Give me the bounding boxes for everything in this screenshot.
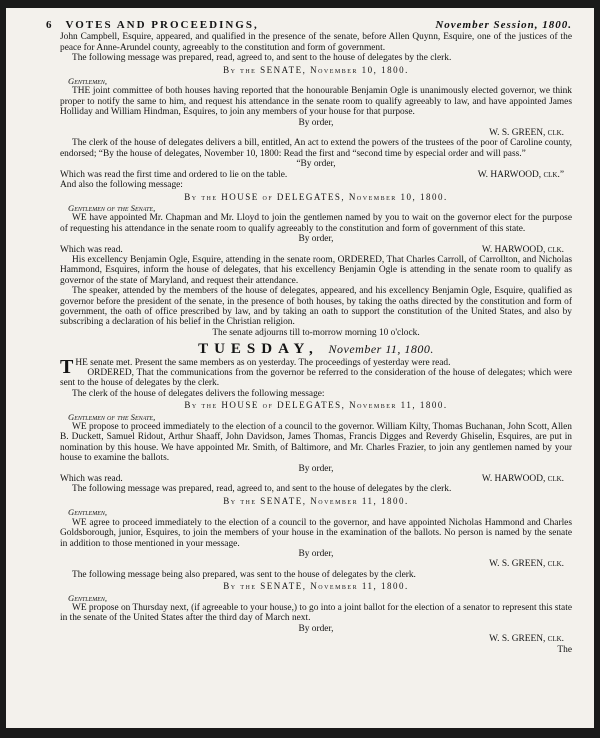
paragraph: [60, 255, 572, 286]
by-order-line: [60, 624, 572, 634]
paragraph-text: The following message was prepared, read, agreed to, and sent to the house of delegates by the clerk.: [72, 484, 452, 495]
paragraph: [60, 389, 572, 399]
message-heading: [60, 192, 572, 202]
centered-note: [60, 328, 572, 338]
paragraph-text: The speaker, attended by the members of the house of delegates, appeared, and his excellency Benjamin Ogle, Esquire, qualified as governor before the president of the senate, in the presence of both houses, by taking the oaths directed by the constitution and form of government, the oath of office prescribed by law, and by taking an oath to support the constitution of the United States, and also by subscribing a declaration of his belief in the Christian religion.: [60, 286, 572, 328]
paragraph-text: By the SENATE, November 11, 1800.: [223, 581, 409, 592]
message-heading: [60, 65, 572, 75]
text-with-signature: [60, 170, 572, 180]
message-heading: [60, 496, 572, 506]
paragraph-text: By order,: [298, 548, 334, 559]
text-with-signature: [60, 474, 572, 484]
paragraph: [60, 286, 572, 328]
paragraph-text: Gentlemen of the Senate,: [68, 411, 156, 422]
paragraph: [60, 180, 572, 190]
paragraph: [60, 355, 572, 378]
by-order-line: [60, 118, 572, 128]
paragraph-text: John Campbell, Esquire, appeared, and qualified in the presence of the senate, before Allen Quynn, Esquire, one of the justices of the peace for Anne-Arundel county, agreeably to the constitution and form of government.: [60, 32, 572, 53]
paragraph-text: By the HOUSE of DELEGATES, November 10, 1800.: [184, 191, 448, 202]
by-order-line: [60, 234, 572, 244]
page-content: [46, 19, 572, 655]
paragraph: [60, 518, 572, 549]
paragraph-text: The following message was prepared, read, agreed to, and sent to the house of delegates by the clerk.: [72, 53, 452, 64]
paragraph-text: The clerk of the house of delegates delivers a bill, entitled, An act to extend the powers of the trustees of the poor of Caroline county, endorsed; “By the house of delegates, November 10, 1800: Read the first and “second time by especial order and will pass.”: [60, 138, 572, 159]
by-order-line: [60, 159, 572, 169]
paragraph-text: And also the following message:: [60, 180, 183, 191]
paragraph-text: Gentlemen,: [68, 592, 108, 603]
running-title: VOTES AND PROCEEDINGS,: [65, 19, 259, 31]
by-order-line: [60, 549, 572, 559]
paragraph-text: By order,: [298, 117, 334, 128]
paragraph: [60, 138, 572, 159]
paragraph: [60, 86, 572, 117]
paragraph-text: The: [557, 644, 572, 655]
salutation: [68, 203, 572, 213]
scan-border-top: [0, 0, 600, 8]
day-date: November 11, 1800.: [328, 342, 434, 357]
paragraph: [60, 213, 572, 234]
paragraph-text: THE joint committee of both houses having reported that the honourable Benjamin Ogle is unanimously elected governor, we think proper to notify the same to him, and request his attendance in the senate room to qualify agreeably to law, and have appointed James Holliday and William Hindman, Esquires, to join any members of your house for that purpose.: [60, 86, 572, 118]
paragraph-text: By order,: [298, 234, 334, 245]
day-name: TUESDAY,: [198, 341, 319, 358]
drop-cap: T: [60, 355, 74, 378]
clerk-signature: [60, 128, 572, 138]
salutation: [68, 507, 572, 517]
message-heading: [60, 581, 572, 591]
paragraph-text: W. S. GREEN, clk.: [489, 634, 564, 645]
scan-border-right: [594, 0, 600, 738]
paragraph-text: Gentlemen,: [68, 507, 108, 518]
salutation: [68, 593, 572, 603]
paragraph-text: By the SENATE, November 11, 1800.: [223, 495, 409, 506]
paragraph: [60, 53, 572, 63]
by-order-line: [60, 464, 572, 474]
clerk-signature: W. HARWOOD, clk.: [481, 244, 564, 255]
paragraph-text: Gentlemen of the Senate,: [68, 202, 156, 213]
message-heading: [60, 400, 572, 410]
document-body: [60, 32, 572, 655]
paragraph-text: W. S. GREEN, clk.: [489, 128, 564, 139]
paragraph: [60, 603, 572, 624]
paragraph-text: W. S. GREEN, clk.: [489, 559, 564, 570]
clerk-signature: W. HARWOOD, clk.: [481, 474, 564, 485]
running-session: November Session, 1800.: [435, 19, 572, 31]
inline-text: Which was read the first time and ordered to lie on the table.: [60, 169, 288, 180]
scan-border-left: [0, 0, 6, 738]
clerk-signature: [60, 634, 572, 644]
inline-text: Which was read.: [60, 474, 123, 485]
paragraph-text: WE agree to proceed immediately to the election of a council to the governor, and have appointed Nicholas Hammond and Charles Goldsborough, junior, Esquires, to join the members of your house in the examination of the ballots. No person is named by the senate in addition to those mentioned in your message.: [60, 517, 572, 549]
catchword: [60, 645, 572, 655]
salutation: [68, 412, 572, 422]
text-with-signature: [60, 245, 572, 255]
clerk-signature: W. HARWOOD, clk.”: [477, 169, 564, 180]
running-header: [46, 20, 572, 30]
paragraph-text: “By order,: [296, 159, 336, 170]
paragraph-text: ORDERED, That the communications from the governor be referred to the consideration of the house of delegates; which were sent to the house of delegates by the clerk.: [60, 368, 572, 389]
paragraph: [60, 570, 572, 580]
paragraph-text: By order,: [298, 463, 334, 474]
paragraph-text: Gentlemen,: [68, 76, 108, 87]
paragraph-text: WE have appointed Mr. Chapman and Mr. Lloyd to join the gentlemen named by you to wait on the governor elect for the purpose of requesting his attendance in the senate room to qualify agreeably to the constitution and form of government of this state.: [60, 213, 572, 234]
paragraph-text: The clerk of the house of delegates delivers the following message:: [72, 388, 325, 399]
clerk-signature: [60, 559, 572, 569]
paragraph-text: The senate adjourns till to-morrow morning 10 o'clock.: [212, 327, 420, 338]
paragraph-text: His excellency Benjamin Ogle, Esquire, attending in the senate room, ORDERED, That Charles Carroll, of Carrollton, and Nicholas Hammond, Esquires, inform the house of delegates, that his excellency Benjamin Ogle is attending in the senate room to qualify as governor of the state of Maryland, and request their attendance.: [60, 254, 572, 286]
paragraph: [60, 484, 572, 494]
paragraph-text: WE propose on Thursday next, (if agreeable to your house,) to go into a joint ballot for the election of a senator to represent this state in the senate of the United States after the third day of March next.: [60, 602, 572, 624]
paragraph-text: HE senate met. Present the same members as on yesterday. The proceedings of yesterday were read.: [75, 357, 451, 368]
inline-text: Which was read.: [60, 244, 123, 255]
paragraph: [60, 368, 572, 389]
paragraph-text: By order,: [298, 623, 334, 634]
paragraph-text: The following message being also prepared, was sent to the house of delegates by the clerk.: [72, 569, 416, 580]
day-heading: [60, 341, 572, 358]
paragraph-text: By the HOUSE of DELEGATES, November 11, 1800.: [184, 400, 448, 411]
paragraph: [60, 422, 572, 464]
paragraph-text: WE propose to proceed immediately to the election of a council to the governor. William Kilty, Thomas Buchanan, John Scott, Allen B. Duckett, Samuel Ridout, Arthur Shaaff, John Davidson, James Thomas, Francis Digges and Reverdy Ghiselin, Esquires, are put in nomination by this house. We have appointed Mr. Smith, of Baltimore, and Mr. Charles Frazier, to join any gentlemen named by your house to examine the ballots.: [60, 422, 572, 464]
scan-border-bottom: [0, 728, 600, 738]
salutation: [68, 76, 572, 86]
paragraph: [60, 32, 572, 53]
page-number: 6: [46, 19, 52, 31]
paragraph-text: By the SENATE, November 10, 1800.: [223, 64, 409, 75]
